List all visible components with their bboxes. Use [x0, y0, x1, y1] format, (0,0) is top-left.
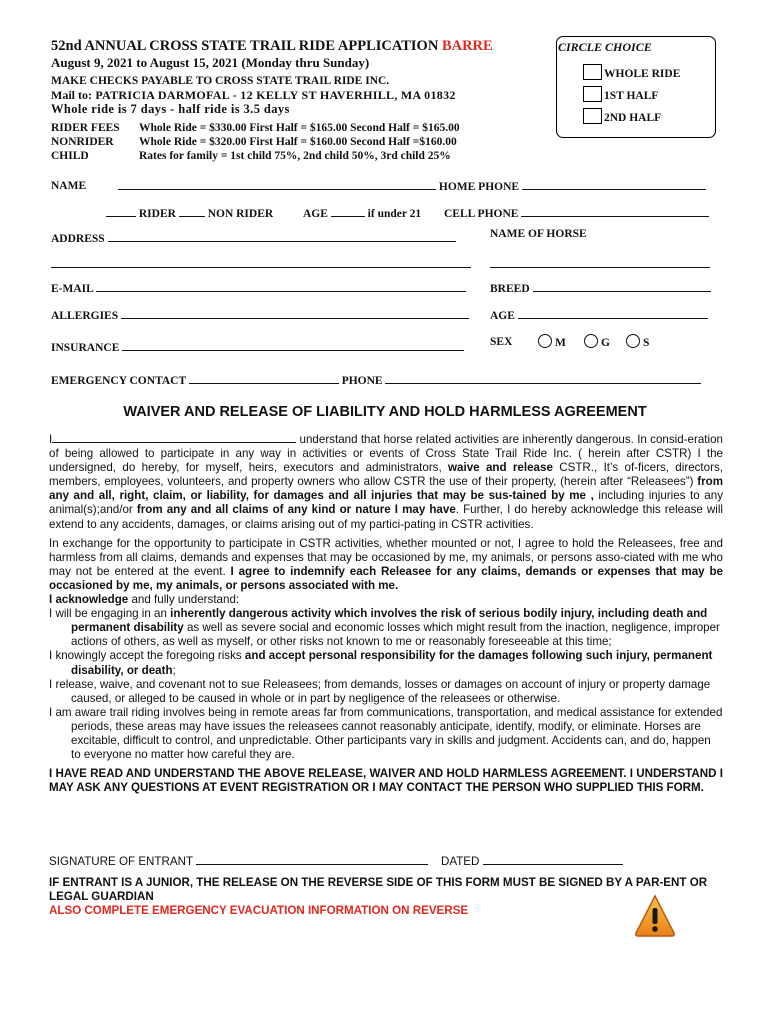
waiver-paragraph: I knowingly accept the foregoing risks and accept personal responsibility for the damages following such injury, permanent disability, or death;	[49, 649, 713, 677]
insurance-label: INSURANCE	[51, 342, 120, 354]
cell-phone-label: CELL PHONE	[444, 208, 519, 220]
choice-checkbox-second-half[interactable]	[583, 108, 602, 124]
address-label: ADDRESS	[51, 233, 105, 245]
evacuation-notice: ALSO COMPLETE EMERGENCY EVACUATION INFORMATION ON REVERSE	[49, 904, 469, 917]
name-field[interactable]	[118, 180, 436, 190]
rider-field[interactable]	[106, 207, 136, 217]
signature-row	[49, 855, 623, 868]
horse-age-field[interactable]	[518, 309, 708, 319]
home-phone-field[interactable]	[522, 180, 706, 190]
name-label: NAME	[51, 180, 87, 192]
event-dates: August 9, 2021 to August 15, 2021 (Monday thru Sunday)	[51, 55, 370, 70]
waiver-title: WAIVER AND RELEASE OF LIABILITY AND HOLD HARMLESS AGREEMENT	[123, 404, 647, 420]
fee-label: NONRIDER	[51, 136, 114, 148]
age-field[interactable]	[331, 207, 365, 217]
age-label: AGE	[303, 208, 328, 220]
sex-option-m: M	[555, 337, 566, 349]
rider-label: RIDER	[138, 208, 176, 220]
choice-label-whole-ride: WHOLE RIDE	[604, 68, 681, 80]
signature-field[interactable]	[196, 855, 428, 865]
warning-triangle-icon	[633, 893, 677, 939]
address-field-line2[interactable]	[51, 258, 471, 268]
horse-age-label: AGE	[490, 310, 515, 322]
mail-to: Mail to: PATRICIA DARMOFAL - 12 KELLY ST HAVERHILL, MA 01832	[51, 88, 456, 102]
title-location: BARRE	[441, 38, 493, 54]
sex-option-g: G	[601, 337, 610, 349]
address-field[interactable]	[108, 232, 456, 242]
emergency-contact-field[interactable]	[189, 374, 339, 384]
dated-field[interactable]	[483, 855, 623, 865]
sex-radio-s[interactable]	[626, 334, 640, 348]
allergies-field[interactable]	[121, 309, 469, 319]
email-field[interactable]	[96, 282, 466, 292]
breed-label: BREED	[490, 283, 530, 295]
insurance-field[interactable]	[122, 341, 464, 351]
choice-checkbox-whole-ride[interactable]	[583, 64, 602, 80]
checks-payable: MAKE CHECKS PAYABLE TO CROSS STATE TRAIL RIDE INC.	[51, 75, 390, 87]
choice-label-second-half: 2ND HALF	[604, 112, 662, 124]
emergency-contact-label: EMERGENCY CONTACT	[51, 375, 186, 387]
fee-value: Whole Ride = $320.00 First Half = $160.00 Second Half =$160.00	[139, 136, 457, 148]
horse-name-label: NAME OF HORSE	[490, 228, 587, 240]
dated-label: DATED	[440, 855, 480, 868]
sex-option-s: S	[643, 337, 650, 349]
fee-value: Rates for family = 1st child 75%, 2nd child 50%, 3rd child 25%	[139, 150, 451, 162]
waiver-paragraph: In exchange for the opportunity to participate in CSTR activities, whether mounted or not, I agree to hold the Releasees, free and harmless from all claims, demands and expenses that may be occasioned by me, my animals, or persons asso-ciated with me who may not be entered at the event. I agree to indemnify each Releasee for any claims, demands or expenses that may be occasioned by me, my animals, or persons associated with me.	[49, 536, 723, 592]
waiver-acknowledgement: I HAVE READ AND UNDERSTAND THE ABOVE RELEASE, WAIVER AND HOLD HARMLESS AGREEMENT. I UNDERSTAND I MAY ASK ANY QUESTIONS AT EVENT REGISTRATION OR I MAY CONTACT THE PERSON WHO SUPPLIED THIS FORM.	[49, 767, 723, 795]
waiver-paragraph: I will be engaging in an inherently dangerous activity which involves the risk of serious bodily injury, including death and permanent disability as well as severe social and economic losses which might result from the inaction, negligence, improper actions of others, as well as myself, or other risks not known to me or reasonably foreseeable at this time;	[49, 607, 720, 649]
horse-name-field[interactable]	[490, 258, 710, 268]
sex-radio-m[interactable]	[538, 334, 552, 348]
choice-label-first-half: 1ST HALF	[604, 90, 659, 102]
emergency-phone-label: PHONE	[341, 375, 383, 387]
waiver-paragraph: I am aware trail riding involves being in remote areas far from communications, transportation, and medical assistance for extended periods, these areas may have issues the releasees cannot reasonably anticipate, identify, modify, or eliminate. Horses are excitable, difficult to control, and unpredictable. Other participants vary in skills and judgment. Accidents can, and do, happen to everyone no matter how careful they are.	[49, 705, 723, 762]
sex-radio-g[interactable]	[584, 334, 598, 348]
home-phone-label: HOME PHONE	[438, 181, 520, 193]
form-title: 52nd ANNUAL CROSS STATE TRAIL RIDE APPLICATION BARRE	[51, 38, 493, 54]
choice-checkbox-first-half[interactable]	[583, 86, 602, 102]
fee-label: CHILD	[51, 150, 89, 162]
waiver-name-field[interactable]	[52, 433, 296, 443]
circle-choice-title: CIRCLE CHOICE	[558, 40, 652, 54]
allergies-label: ALLERGIES	[51, 310, 119, 322]
junior-notice: IF ENTRANT IS A JUNIOR, THE RELEASE ON THE REVERSE SIDE OF THIS FORM MUST BE SIGNED BY A PAR-ENT OR LEGAL GUARDIAN	[49, 876, 708, 904]
ride-duration: Whole ride is 7 days - half ride is 3.5 days	[51, 102, 290, 116]
waiver-paragraph: I acknowledge and fully understand:	[49, 593, 240, 607]
emergency-phone-field[interactable]	[385, 374, 701, 384]
signature-label: SIGNATURE OF ENTRANT	[49, 855, 193, 868]
waiver-paragraph: I understand that horse related activities are inherently dangerous. In consid-eration of being allowed to participate in any way in activities or events of Cross State Trail Ride Inc. ( herein after CSTR) I the undersigned, do hereby, for myself, heirs, executors and administrators, waive and release CSTR., It’s of-ficers, directors, members, employees, volunteers, and property owners who allow CSTR the use of their property, (herein after “Releasees”) from any and all, right, claim, or liability, for damages and all injuries that may be sus-tained by me , including injuries to any animal(s);and/or from any and all claims of any kind or nature I may have. Further, I do hereby acknowledge this release will extend to any accidents, damages, or claims arising out of my partici-pating in CSTR activities.	[49, 433, 724, 531]
under-21-label: if under 21	[367, 208, 422, 220]
fee-label: RIDER FEES	[51, 122, 120, 134]
fee-value: Whole Ride = $330.00 First Half = $165.00 Second Half = $165.00	[139, 122, 460, 134]
waiver-paragraph: I release, waive, and covenant not to sue Releasees; from demands, losses or damages on account of injury or property damage caused, or alleged to be caused in whole or in part by negligence of the releasees or otherwise.	[49, 677, 711, 705]
breed-field[interactable]	[533, 282, 711, 292]
email-label: E-MAIL	[51, 283, 94, 295]
non-rider-field[interactable]	[179, 207, 205, 217]
non-rider-label: NON RIDER	[207, 208, 274, 220]
sex-label: SEX	[490, 336, 513, 348]
cell-phone-field[interactable]	[521, 207, 709, 217]
waiver-body	[49, 433, 723, 795]
